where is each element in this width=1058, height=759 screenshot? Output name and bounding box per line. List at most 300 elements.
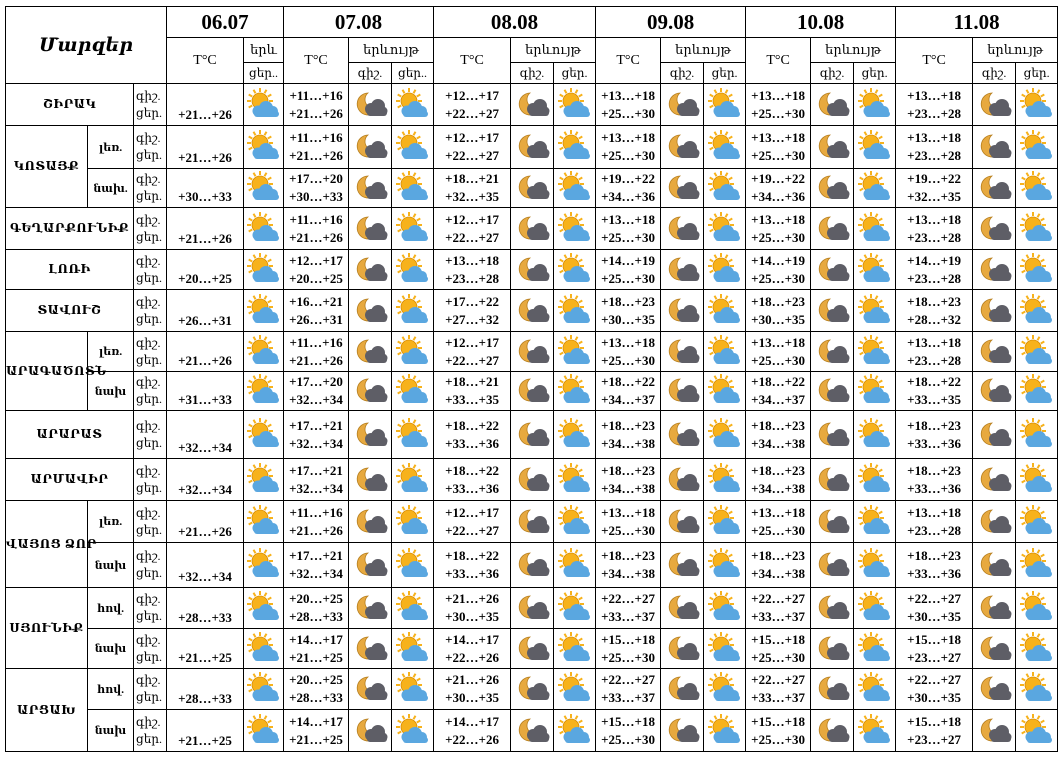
temperature-night: +19…+22 bbox=[907, 171, 961, 186]
sun-cloud-icon bbox=[704, 634, 745, 664]
temperature-range bbox=[284, 669, 349, 710]
day-weather-cell bbox=[704, 372, 746, 411]
night-weather-cell bbox=[349, 84, 392, 126]
temperature-day: +21…+26 bbox=[167, 501, 244, 543]
sun-cloud-icon bbox=[244, 214, 283, 244]
temperature-day: +23…+28 bbox=[907, 229, 961, 245]
sun-cloud-icon bbox=[1016, 376, 1057, 406]
temperature-day: +33…+36 bbox=[445, 480, 499, 496]
temperature-day: +22…+27 bbox=[445, 105, 499, 121]
day-weather-cell bbox=[704, 543, 746, 588]
day-weather-cell bbox=[554, 290, 596, 332]
region-name: ՇԻՐԱԿ bbox=[6, 84, 134, 126]
temperature-range bbox=[434, 501, 511, 543]
temperature-night: +11…+16 bbox=[289, 130, 343, 145]
sun-cloud-icon bbox=[854, 337, 895, 367]
temperature-night: +19…+22 bbox=[751, 171, 805, 186]
weather-header: երևույթ bbox=[973, 38, 1058, 63]
moon-cloud-icon bbox=[511, 90, 553, 120]
night-weather-cell bbox=[511, 543, 554, 588]
sun-cloud-icon bbox=[244, 716, 283, 746]
temperature-day: +33…+37 bbox=[751, 609, 805, 624]
subregion-label: հով. bbox=[88, 588, 134, 629]
night-weather-cell bbox=[349, 290, 392, 332]
table-row bbox=[6, 459, 1058, 501]
day-weather-cell bbox=[854, 290, 896, 332]
sun-cloud-icon bbox=[554, 132, 595, 162]
day-weather-cell bbox=[244, 543, 284, 588]
day-weather-cell bbox=[854, 710, 896, 752]
temperature-day: +22…+27 bbox=[445, 352, 499, 368]
sun-cloud-icon bbox=[854, 173, 895, 203]
temperature-night: +12…+17 bbox=[445, 504, 499, 520]
night-weather-cell bbox=[511, 411, 554, 459]
temperature-range bbox=[746, 588, 811, 629]
temperature-night: +21…+26 bbox=[445, 591, 499, 606]
sun-cloud-icon bbox=[1016, 255, 1057, 285]
temperature-night: +13…+18 bbox=[601, 211, 655, 227]
temperature-range bbox=[896, 459, 973, 501]
temperature-range bbox=[434, 84, 511, 126]
night-weather-cell bbox=[511, 169, 554, 208]
temperature-night: +13…+18 bbox=[907, 504, 961, 520]
moon-cloud-icon bbox=[973, 376, 1015, 406]
sun-cloud-icon bbox=[244, 255, 283, 285]
temperature-night: +17…+20 bbox=[289, 374, 343, 389]
night-weather-cell bbox=[811, 84, 854, 126]
night-label: գիշ. bbox=[136, 294, 161, 309]
period-labels bbox=[134, 459, 167, 501]
day-weather-cell bbox=[554, 169, 596, 208]
temperature-night: +22…+27 bbox=[601, 591, 655, 606]
night-label: գիշ. bbox=[136, 172, 161, 186]
temperature-night: +18…+23 bbox=[907, 417, 961, 433]
temperature-night: +22…+27 bbox=[907, 672, 961, 687]
day-weather-cell bbox=[854, 372, 896, 411]
night-weather-cell bbox=[973, 543, 1016, 588]
day-weather-cell bbox=[704, 669, 746, 710]
temperature-range bbox=[596, 332, 661, 372]
night-weather-cell bbox=[661, 208, 704, 250]
moon-cloud-icon bbox=[511, 132, 553, 162]
temperature-night: +14…+19 bbox=[751, 252, 805, 268]
day-weather-cell bbox=[1016, 669, 1058, 710]
temperature-night: +18…+22 bbox=[907, 374, 961, 389]
moon-cloud-icon bbox=[661, 634, 703, 664]
sun-cloud-icon bbox=[704, 420, 745, 450]
night-weather-cell bbox=[661, 588, 704, 629]
temperature-day: +28…+33 bbox=[289, 690, 343, 705]
sun-cloud-icon bbox=[392, 90, 433, 120]
moon-cloud-icon bbox=[511, 716, 553, 746]
sun-cloud-icon bbox=[854, 214, 895, 244]
temperature-night: +12…+17 bbox=[445, 87, 499, 103]
sun-cloud-icon bbox=[704, 674, 745, 704]
sun-cloud-icon bbox=[554, 550, 595, 580]
sun-cloud-icon bbox=[1016, 132, 1057, 162]
night-label: գիշ. bbox=[136, 632, 161, 647]
table-row bbox=[6, 372, 1058, 411]
temperature-day: +26…+31 bbox=[289, 311, 343, 327]
night-weather-cell bbox=[973, 169, 1016, 208]
temperature-night: +13…+18 bbox=[907, 130, 961, 145]
moon-cloud-icon bbox=[511, 634, 553, 664]
temperature-range bbox=[284, 84, 349, 126]
sun-cloud-icon bbox=[1016, 716, 1057, 746]
temperature-range bbox=[896, 290, 973, 332]
temperature-day: +25…+30 bbox=[751, 352, 805, 368]
day-weather-cell bbox=[554, 250, 596, 290]
period-labels bbox=[134, 710, 167, 752]
day-weather-cell bbox=[854, 459, 896, 501]
night-label: գիշ. bbox=[136, 131, 161, 145]
night-weather-cell bbox=[511, 372, 554, 411]
night-weather-cell bbox=[349, 710, 392, 752]
sun-cloud-icon bbox=[854, 465, 895, 495]
temperature-night: +15…+18 bbox=[601, 631, 655, 647]
moon-cloud-icon bbox=[511, 337, 553, 367]
weather-header: երևույթ bbox=[661, 38, 746, 63]
temperature-night: +13…+18 bbox=[601, 334, 655, 350]
temperature-range bbox=[596, 250, 661, 290]
temperature-day: +30…+35 bbox=[907, 609, 961, 624]
sun-cloud-icon bbox=[392, 716, 433, 746]
period-labels bbox=[134, 588, 167, 629]
night-weather-cell bbox=[349, 332, 392, 372]
temperature-day: +34…+36 bbox=[601, 189, 655, 204]
temperature-night: +14…+17 bbox=[445, 713, 499, 729]
temperature-day: +21…+25 bbox=[289, 731, 343, 747]
temperature-night: +12…+17 bbox=[289, 252, 343, 268]
night-weather-cell bbox=[973, 411, 1016, 459]
sun-cloud-icon bbox=[704, 90, 745, 120]
temperature-day: +33…+36 bbox=[445, 435, 499, 451]
temperature-range bbox=[434, 169, 511, 208]
night-weather-cell bbox=[811, 208, 854, 250]
day-weather-cell bbox=[392, 169, 434, 208]
date-header: 07.08 bbox=[284, 7, 434, 38]
sun-cloud-icon bbox=[392, 465, 433, 495]
day-weather-cell bbox=[554, 543, 596, 588]
temperature-day: +28…+33 bbox=[167, 588, 244, 629]
day-weather-cell bbox=[1016, 332, 1058, 372]
temperature-day: +25…+30 bbox=[751, 148, 805, 163]
sun-cloud-icon bbox=[392, 337, 433, 367]
temperature-day: +30…+35 bbox=[907, 690, 961, 705]
sun-cloud-icon bbox=[554, 465, 595, 495]
sun-cloud-icon bbox=[554, 214, 595, 244]
sun-cloud-icon bbox=[554, 674, 595, 704]
moon-cloud-icon bbox=[349, 465, 391, 495]
temperature-day: +21…+25 bbox=[167, 629, 244, 669]
temperature-range bbox=[746, 126, 811, 169]
temperature-range bbox=[596, 629, 661, 669]
temperature-range bbox=[746, 372, 811, 411]
day-weather-cell bbox=[244, 710, 284, 752]
temperature-day: +21…+25 bbox=[289, 649, 343, 665]
moon-cloud-icon bbox=[511, 550, 553, 580]
region-name: ԱՐՄԱՎԻՐ bbox=[6, 459, 134, 501]
sun-cloud-icon bbox=[854, 716, 895, 746]
temperature-day: +33…+37 bbox=[601, 609, 655, 624]
day-label: ցեր. bbox=[136, 566, 162, 580]
table-row bbox=[6, 411, 1058, 459]
temperature-day: +23…+28 bbox=[445, 270, 499, 286]
temp-header: T°C bbox=[167, 38, 244, 84]
night-weather-cell bbox=[811, 126, 854, 169]
period-labels bbox=[134, 84, 167, 126]
moon-cloud-icon bbox=[973, 90, 1015, 120]
subregion-label: լեռ. bbox=[88, 501, 134, 543]
day-label: ցեր. bbox=[136, 270, 162, 285]
region-name: ԳԵՂԱՐՔՈՒՆԻՔ bbox=[6, 208, 134, 250]
day-weather-cell bbox=[392, 588, 434, 629]
day-weather-cell bbox=[554, 411, 596, 459]
subregion-label: նախ bbox=[88, 372, 134, 411]
moon-cloud-icon bbox=[349, 716, 391, 746]
day-weather-cell bbox=[554, 669, 596, 710]
day-weather-cell bbox=[392, 332, 434, 372]
sun-cloud-icon bbox=[1016, 507, 1057, 537]
subregion-label: նախ bbox=[88, 710, 134, 752]
night-weather-cell bbox=[349, 169, 392, 208]
temperature-range bbox=[284, 629, 349, 669]
day-weather-cell bbox=[554, 332, 596, 372]
temperature-day: +32…+34 bbox=[289, 480, 343, 496]
moon-cloud-icon bbox=[661, 214, 703, 244]
night-weather-cell bbox=[811, 332, 854, 372]
sun-cloud-icon bbox=[704, 255, 745, 285]
temperature-range bbox=[284, 169, 349, 208]
moon-cloud-icon bbox=[811, 214, 853, 244]
temperature-night: +13…+18 bbox=[907, 211, 961, 227]
moon-cloud-icon bbox=[511, 420, 553, 450]
temperature-range bbox=[596, 411, 661, 459]
moon-cloud-icon bbox=[811, 173, 853, 203]
sun-cloud-icon bbox=[554, 716, 595, 746]
temperature-night: +13…+18 bbox=[751, 130, 805, 145]
night-weather-cell bbox=[973, 290, 1016, 332]
moon-cloud-icon bbox=[973, 420, 1015, 450]
temperature-day: +30…+35 bbox=[751, 311, 805, 327]
temperature-night: +11…+16 bbox=[289, 334, 343, 350]
night-weather-cell bbox=[661, 411, 704, 459]
day-subheader: ցեր.. bbox=[392, 63, 434, 84]
sun-cloud-icon bbox=[244, 420, 283, 450]
moon-cloud-icon bbox=[349, 296, 391, 326]
day-weather-cell bbox=[854, 629, 896, 669]
night-label: գիշ. bbox=[136, 549, 161, 563]
temperature-day: +32…+34 bbox=[167, 459, 244, 501]
moon-cloud-icon bbox=[811, 337, 853, 367]
sun-cloud-icon bbox=[554, 420, 595, 450]
sun-cloud-icon bbox=[392, 674, 433, 704]
day-weather-cell bbox=[704, 126, 746, 169]
sun-cloud-icon bbox=[1016, 465, 1057, 495]
subregion-label: նախ bbox=[88, 543, 134, 588]
night-label: գիշ. bbox=[136, 714, 161, 729]
day-label: ցեր. bbox=[136, 148, 162, 162]
table-row bbox=[6, 332, 1058, 372]
temperature-range bbox=[596, 84, 661, 126]
temperature-range bbox=[896, 543, 973, 588]
temp-header: T°C bbox=[596, 38, 661, 84]
moon-cloud-icon bbox=[511, 173, 553, 203]
temperature-night: +18…+23 bbox=[601, 462, 655, 478]
temperature-night: +12…+17 bbox=[445, 130, 499, 145]
temperature-night: +13…+18 bbox=[907, 334, 961, 350]
temperature-day: +32…+34 bbox=[289, 566, 343, 581]
sun-cloud-icon bbox=[854, 90, 895, 120]
moon-cloud-icon bbox=[349, 337, 391, 367]
night-weather-cell bbox=[661, 543, 704, 588]
temperature-range bbox=[596, 543, 661, 588]
temperature-day: +33…+36 bbox=[907, 435, 961, 451]
temperature-day: +32…+35 bbox=[445, 189, 499, 204]
temperature-day: +33…+35 bbox=[445, 392, 499, 407]
sun-cloud-icon bbox=[554, 376, 595, 406]
temperature-range bbox=[434, 629, 511, 669]
date-header: 08.08 bbox=[434, 7, 596, 38]
sun-cloud-icon bbox=[854, 296, 895, 326]
night-weather-cell bbox=[661, 629, 704, 669]
day-weather-cell bbox=[244, 372, 284, 411]
temperature-night: +13…+18 bbox=[907, 87, 961, 103]
night-weather-cell bbox=[973, 208, 1016, 250]
temperature-day: +27…+32 bbox=[445, 311, 499, 327]
temperature-day: +25…+30 bbox=[601, 270, 655, 286]
temperature-night: +18…+22 bbox=[445, 462, 499, 478]
day-weather-cell bbox=[244, 250, 284, 290]
subregion-label: նախ. bbox=[88, 169, 134, 208]
forecast-table-wrapper bbox=[5, 6, 1058, 752]
moon-cloud-icon bbox=[511, 255, 553, 285]
day-weather-cell bbox=[392, 250, 434, 290]
sun-cloud-icon bbox=[244, 674, 283, 704]
moon-cloud-icon bbox=[661, 296, 703, 326]
temperature-night: +18…+22 bbox=[445, 417, 499, 433]
day-weather-cell bbox=[704, 710, 746, 752]
period-labels bbox=[134, 332, 167, 372]
night-weather-cell bbox=[811, 169, 854, 208]
temperature-night: +15…+18 bbox=[907, 631, 961, 647]
temperature-range bbox=[746, 169, 811, 208]
sun-cloud-icon bbox=[244, 173, 283, 203]
region-name: ՏԱՎՈՒՇ bbox=[6, 290, 134, 332]
temperature-day: +33…+36 bbox=[907, 566, 961, 581]
moon-cloud-icon bbox=[811, 507, 853, 537]
subregion-label: լեռ. bbox=[88, 332, 134, 372]
region-name: ԱՐՑԱԽ bbox=[6, 669, 88, 752]
night-weather-cell bbox=[511, 588, 554, 629]
day-label: ցեր. bbox=[136, 649, 162, 664]
table-row bbox=[6, 169, 1058, 208]
temperature-day: +23…+28 bbox=[907, 270, 961, 286]
temperature-night: +20…+25 bbox=[289, 672, 343, 687]
temp-header: T°C bbox=[896, 38, 973, 84]
temperature-range bbox=[434, 669, 511, 710]
temperature-day: +28…+32 bbox=[907, 311, 961, 327]
temperature-range bbox=[896, 588, 973, 629]
sun-cloud-icon bbox=[244, 550, 283, 580]
moon-cloud-icon bbox=[511, 507, 553, 537]
temperature-range bbox=[434, 372, 511, 411]
moon-cloud-icon bbox=[811, 674, 853, 704]
day-weather-cell bbox=[854, 543, 896, 588]
temperature-day: +23…+27 bbox=[907, 731, 961, 747]
temperature-day: +34…+38 bbox=[751, 435, 805, 451]
night-weather-cell bbox=[511, 208, 554, 250]
sun-cloud-icon bbox=[704, 376, 745, 406]
temperature-day: +26…+31 bbox=[167, 290, 244, 332]
day-weather-cell bbox=[392, 669, 434, 710]
day-weather-cell bbox=[244, 126, 284, 169]
day-weather-cell bbox=[704, 169, 746, 208]
sun-cloud-icon bbox=[704, 507, 745, 537]
day-label: ցեր. bbox=[136, 229, 162, 244]
date-header: 06.07 bbox=[167, 7, 284, 38]
temperature-range bbox=[284, 126, 349, 169]
temperature-night: +22…+27 bbox=[751, 591, 805, 606]
day-weather-cell bbox=[554, 629, 596, 669]
temperature-range bbox=[284, 250, 349, 290]
temperature-night: +18…+23 bbox=[601, 293, 655, 309]
day-weather-cell bbox=[1016, 543, 1058, 588]
sun-cloud-icon bbox=[704, 296, 745, 326]
night-label: գիշ. bbox=[136, 418, 161, 433]
temperature-night: +15…+18 bbox=[751, 631, 805, 647]
sun-cloud-icon bbox=[392, 376, 433, 406]
night-weather-cell bbox=[349, 250, 392, 290]
moon-cloud-icon bbox=[811, 255, 853, 285]
day-weather-cell bbox=[392, 543, 434, 588]
day-label: ցեր. bbox=[136, 105, 162, 120]
night-weather-cell bbox=[811, 710, 854, 752]
sun-cloud-icon bbox=[854, 376, 895, 406]
sun-cloud-icon bbox=[392, 173, 433, 203]
day-weather-cell bbox=[854, 669, 896, 710]
night-label: գիշ. bbox=[136, 463, 161, 478]
moon-cloud-icon bbox=[973, 465, 1015, 495]
day-weather-cell bbox=[854, 126, 896, 169]
day-subheader: ցեր. bbox=[554, 63, 596, 84]
day-weather-cell bbox=[854, 411, 896, 459]
temperature-day: +32…+34 bbox=[167, 543, 244, 588]
day-weather-cell bbox=[704, 290, 746, 332]
sun-cloud-icon bbox=[854, 550, 895, 580]
temp-header: T°C bbox=[746, 38, 811, 84]
temperature-range bbox=[434, 290, 511, 332]
night-label: գիշ. bbox=[136, 592, 161, 606]
period-labels bbox=[134, 543, 167, 588]
day-weather-cell bbox=[554, 710, 596, 752]
day-label: ցեր. bbox=[136, 189, 162, 203]
temperature-night: +14…+17 bbox=[445, 631, 499, 647]
night-weather-cell bbox=[973, 372, 1016, 411]
weather-header: երևույթ bbox=[811, 38, 896, 63]
table-row bbox=[6, 208, 1058, 250]
period-labels bbox=[134, 250, 167, 290]
moon-cloud-icon bbox=[661, 507, 703, 537]
day-label: ցեր. bbox=[136, 311, 162, 326]
sun-cloud-icon bbox=[244, 132, 283, 162]
sun-cloud-icon bbox=[392, 507, 433, 537]
temperature-range bbox=[746, 669, 811, 710]
temperature-range bbox=[896, 208, 973, 250]
temperature-night: +18…+22 bbox=[601, 374, 655, 389]
temperature-range bbox=[896, 250, 973, 290]
day-weather-cell bbox=[554, 501, 596, 543]
